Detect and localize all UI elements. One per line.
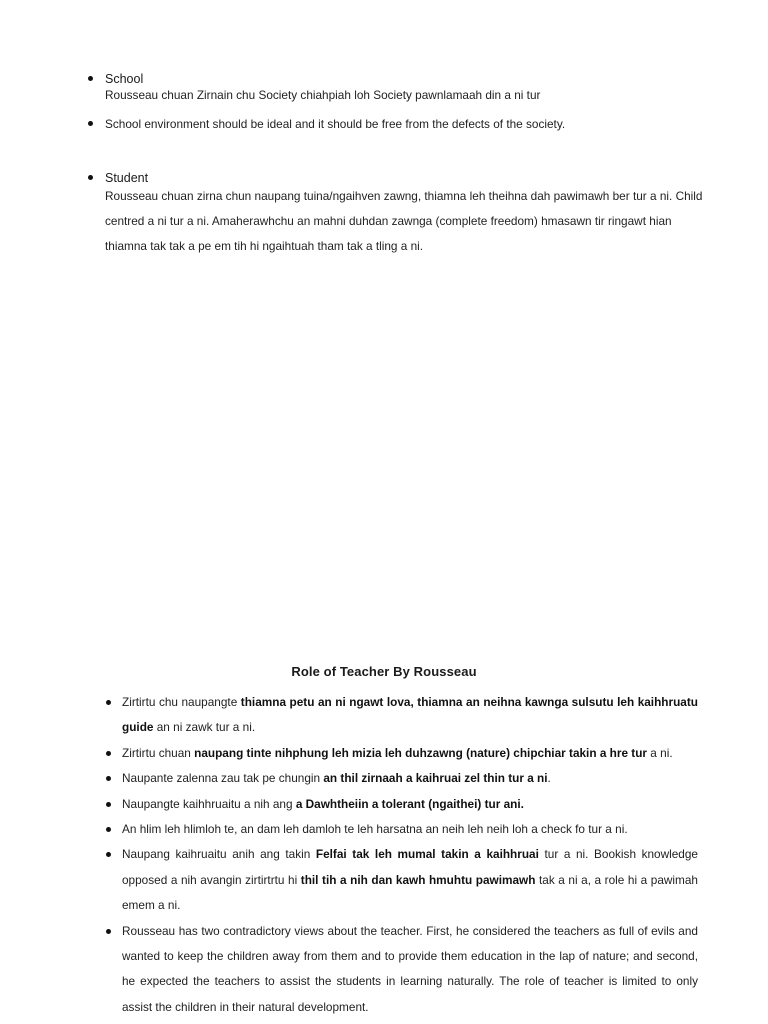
item-heading: School xyxy=(105,72,144,86)
item-text: tak a ni a, a role hi a pawimah emem a ni. xyxy=(122,872,698,913)
section-title: Role of Teacher By Rousseau xyxy=(291,664,477,679)
item-text: Naupante zalenna zau tak pe chungin xyxy=(122,771,324,786)
bullet-icon xyxy=(106,827,111,832)
item-text: . xyxy=(547,771,551,786)
list-item xyxy=(104,741,698,766)
item-bold-text: an thil zirnaah a kaihruai zel thin tur a ni xyxy=(323,771,548,786)
item-bold-text: a Dawhtheiin a tolerant (ngaithei) tur ani. xyxy=(295,796,524,811)
item-text: tur a ni. Bookish knowledge opposed a nih avangin zirtirtrtu hi xyxy=(122,847,698,887)
role-bullet-list xyxy=(104,690,698,1020)
item-text: Zirtirtu chuan xyxy=(122,745,195,760)
list-item xyxy=(104,817,698,842)
bullet-icon xyxy=(88,76,93,81)
item-body: Rousseau chuan zirna chun naupang tuina/ngaihven zawng, thiamna leh theihna dah pawimawh ber tur a ni. Child centred a ni tur a ni. Amaherawhchu an mahni duhdan zawnga (complete freedom) hmasawn tir ringawt hian thiamna tak tak a pe em tih hi ngaihtuah tham tak a tling a ni. xyxy=(105,189,703,253)
item-bold-text: thiamna petu an ni ngawt lova, thiamna an neihna kawnga sulsutu leh kaihhruatu guide xyxy=(122,695,698,735)
list-item xyxy=(104,792,698,817)
item-bold-text: Felfai tak leh mumal takin a kaihhruai xyxy=(315,847,539,862)
list-item-school-environment xyxy=(84,116,704,132)
bullet-icon xyxy=(88,175,93,180)
item-bold-text: thil tih a nih dan kawh hmuhtu pawimawh xyxy=(300,872,536,887)
item-heading: Student xyxy=(105,171,149,185)
list-item xyxy=(104,690,698,741)
item-text: an ni zawk tur a ni. xyxy=(153,720,256,735)
bullet-icon xyxy=(106,776,111,781)
item-text: Zirtirtu chu naupangte xyxy=(122,695,241,709)
bullet-icon xyxy=(88,121,93,126)
bullet-icon xyxy=(106,751,111,756)
top-bullet-list xyxy=(84,71,704,259)
list-item xyxy=(104,766,698,791)
list-item-student xyxy=(84,170,704,259)
item-text: School environment should be ideal and it should be free from the defects of the society. xyxy=(105,117,566,131)
item-text: Rousseau has two contradictory views about the teacher. First, he considered the teachers as full of evils and wanted to keep the children away from them and to provide them education in the lap of nature; and second, he expected the teachers to assist the students in learning naturally. The role of teacher is limited to only assist the children in their natural development. xyxy=(122,923,698,1014)
item-text: An hlim leh hlimloh te, an dam leh damloh te leh harsatna an neih leh neih loh a check fo tur a ni. xyxy=(122,822,628,837)
list-item xyxy=(104,842,698,918)
bullet-icon xyxy=(106,929,111,934)
bullet-icon xyxy=(106,852,111,857)
bullet-icon xyxy=(106,802,111,807)
item-text: Naupangte kaihhruaitu a nih ang xyxy=(122,796,296,811)
list-item xyxy=(104,919,698,1021)
bullet-icon xyxy=(106,700,111,705)
item-body: Rousseau chuan Zirnain chu Society chiahpiah loh Society pawnlamaah din a ni tur xyxy=(105,88,541,102)
item-bold-text: naupang tinte nihphung leh mizia leh duhzawng (nature) chipchiar takin a hre tur xyxy=(194,745,648,760)
item-text: Naupang kaihruaitu anih ang takin xyxy=(122,847,316,862)
list-item-school xyxy=(84,71,704,103)
item-text: a ni. xyxy=(647,745,673,760)
